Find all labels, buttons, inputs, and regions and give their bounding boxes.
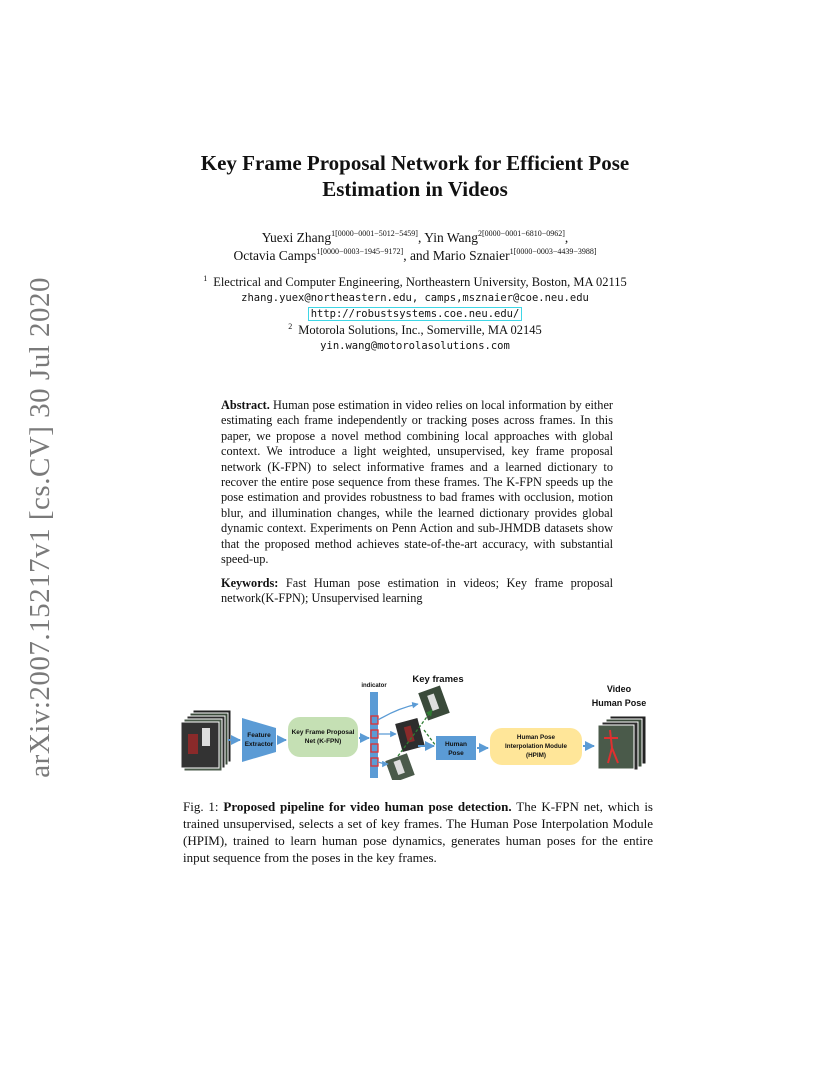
feature-extractor-label-1: Feature — [247, 732, 271, 739]
abstract-label: Abstract. — [221, 398, 270, 412]
video-human-pose-label-2: Human Pose — [591, 698, 647, 708]
kfpn-label-2: Net (K-FPN) — [304, 738, 342, 745]
author-line-1 — [150, 229, 680, 247]
keywords-text: Fast Human pose estimation in videos; Key frame proposal network(K-FPN); Unsupervised learning — [221, 576, 614, 606]
abstract — [221, 398, 613, 567]
kfpn-block — [288, 717, 358, 757]
title-line-2: Estimation in Videos — [322, 177, 508, 201]
caption-text: The K-FPN net, which is trained unsupervised, selects a set of key frames. The Human Pose Interpolation Module (HPIM), trained to learn human pose dynamics, generates human poses for the entire input sequence from the poses in the key frames. — [183, 799, 653, 865]
feature-extractor-label-2: Extractor — [244, 741, 274, 748]
author-separator: , — [564, 230, 569, 245]
hpim-label-2: Interpolation Module — [505, 743, 567, 750]
affiliations — [150, 275, 680, 355]
caption-label: Fig. 1: — [183, 799, 219, 814]
caption-title: Proposed pipeline for video human pose detection. — [223, 799, 512, 814]
feature-extractor-block — [242, 718, 276, 762]
pipeline-figure — [178, 668, 656, 780]
author-orcid: 2[0000−0001−6810−0962] — [478, 229, 565, 238]
title-line-1: Key Frame Proposal Network for Efficient Pose — [200, 151, 630, 175]
author-orcid: 1[0000−0001−5012−5459] — [331, 229, 418, 238]
key-frame-image — [395, 717, 426, 752]
output-video-frames-image — [598, 716, 646, 770]
author-orcid: 1[0000−0003−1945−9172] — [316, 247, 404, 256]
author-name: Octavia Camps — [233, 248, 317, 263]
author-orcid: 1[0000−0003−4439−3988] — [509, 247, 597, 256]
key-frames-label: Key frames — [412, 674, 464, 685]
human-pose-label-1: Human — [444, 741, 468, 748]
hpim-label-1: Human Pose — [516, 734, 556, 741]
affiliation-1-url-row — [150, 306, 680, 323]
affiliation-text: Motorola Solutions, Inc., Somerville, MA 02145 — [298, 323, 542, 338]
author-line-2 — [150, 247, 680, 265]
arxiv-id: arXiv:2007.15217v1 [cs.CV] 30 Jul 2020 — [23, 277, 56, 778]
indicator-label: indicator — [361, 683, 387, 689]
affiliation-number: 1 — [203, 274, 208, 283]
affiliation-1-emails: zhang.yuex@northeastern.edu, camps,msznaier@coe.neu.edu — [241, 291, 589, 304]
arxiv-sidebar-stamp — [18, 277, 62, 778]
affiliation-2-email: yin.wang@motorolasolutions.com — [320, 339, 510, 352]
affiliation-text: Electrical and Computer Engineering, Northeastern University, Boston, MA 02115 — [213, 275, 627, 289]
input-video-frames-image — [181, 710, 231, 771]
figure-caption — [183, 798, 653, 866]
video-human-pose-label-1: Video — [606, 684, 632, 694]
lab-url-link[interactable]: http://robustsystems.coe.neu.edu/ — [308, 307, 523, 321]
keywords — [221, 576, 613, 607]
keywords-label: Keywords: — [221, 576, 279, 590]
paper-title — [150, 150, 680, 202]
human-pose-label-2: Pose — [448, 750, 464, 757]
author-name: Yuexi Zhang — [261, 230, 332, 245]
affiliation-1 — [150, 275, 680, 291]
hpim-label-3: (HPIM) — [526, 752, 546, 759]
affiliation-number: 2 — [288, 322, 293, 332]
affiliation-2 — [150, 323, 680, 339]
author-list — [150, 229, 680, 265]
kfpn-label-1: Key Frame Proposal — [291, 729, 355, 736]
author-name: Mario Sznaier — [432, 248, 510, 263]
author-separator: , and — [403, 248, 433, 263]
author-separator: , — [417, 230, 425, 245]
key-frame-image — [418, 685, 451, 721]
key-frame-image — [385, 753, 416, 780]
author-name: Yin Wang — [424, 230, 479, 245]
abstract-text: Human pose estimation in video relies on local information by either estimating each frame independently or tracking poses across frames. In this paper, we propose a novel method combining local approaches with global context. We introduce a light weighted, unsupervised, key frame proposal network (K-FPN) to select informative frames and a learned dictionary to recover the entire pose sequence from these frames. The K-FPN speeds up the pose estimation and provides robustness to bad frames with occlusion, motion blur, and illumination changes, while the learned dictionary provides global dynamic context. Experiments on Penn Action and sub-JHMDB datasets show that the proposed method achieves state-of-the-art accuracy, with substantial speed-up. — [221, 398, 614, 567]
